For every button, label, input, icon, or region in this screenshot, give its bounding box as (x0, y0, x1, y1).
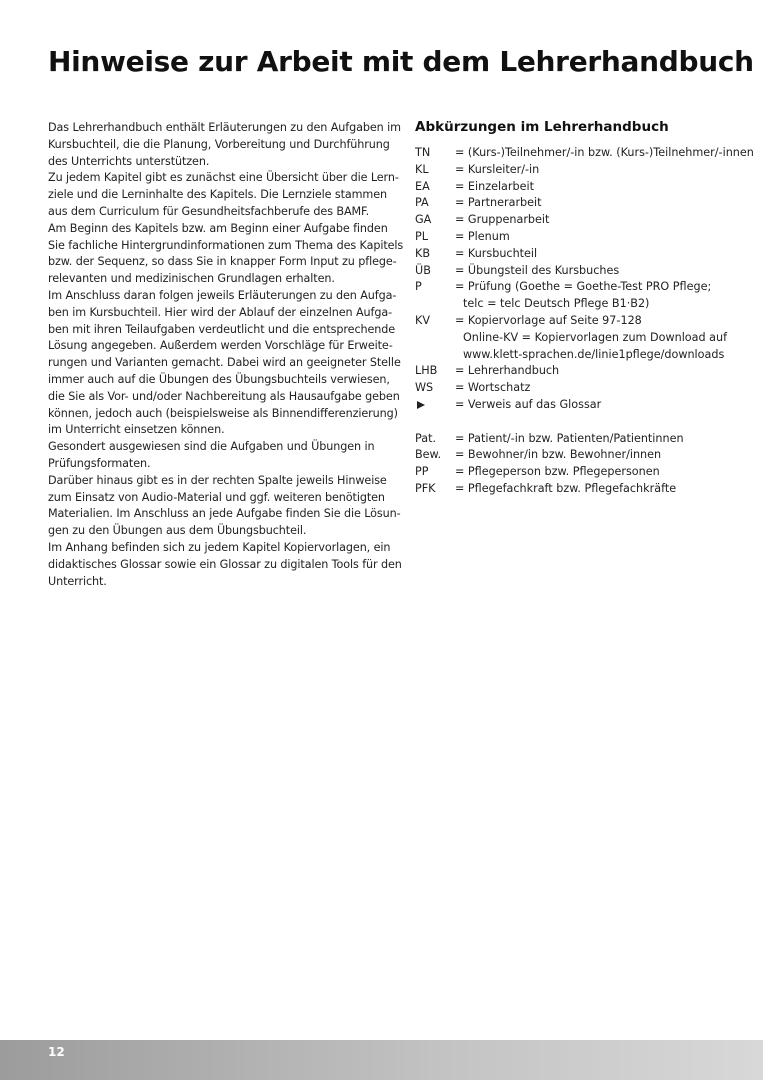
abbreviation-value: = Wortschatz (455, 381, 531, 395)
abbreviation-value: = Kursbuchteil (455, 246, 538, 260)
abbreviation-value: = Übungsteil des Kursbuches (455, 263, 620, 277)
abbreviation-value-line: = Kopiervorlage auf Seite 97-128 (455, 313, 642, 327)
abbreviation-value-continuation: telc = telc Deutsch Pflege B1·B2) (463, 297, 650, 311)
abbreviation-key: ÜB (415, 263, 431, 277)
abbreviation-value (453, 313, 745, 363)
abbreviation-key: KV (415, 313, 430, 327)
intro-line: Zu jedem Kapitel gibt es zunächst eine Übersicht über die Lern- (48, 171, 399, 185)
abbreviation-value: = Lehrerhandbuch (455, 364, 560, 378)
intro-line: Im Anhang befinden sich zu jedem Kapitel Kopiervorlagen, ein (48, 540, 391, 554)
abbreviation-key: PFK (415, 481, 436, 495)
abbreviations-heading: Abkürzungen im Lehrerhandbuch (415, 119, 669, 135)
abbreviation-row (415, 481, 745, 498)
intro-line: ben im Kursbuchteil. Hier wird der Ablauf der einzelnen Aufga- (48, 305, 393, 319)
abbreviation-key: GA (415, 213, 432, 227)
intro-line: Unterricht. (48, 574, 107, 588)
intro-line: Im Anschluss daran folgen jeweils Erläuterungen zu den Aufga- (48, 288, 397, 302)
intro-line: ben mit ihren Teilaufgaben verdeutlicht und die entsprechende (48, 322, 396, 336)
intro-line: im Unterricht einsetzen können. (48, 423, 225, 437)
abbreviation-row (415, 397, 745, 414)
intro-line: Prüfungsformaten. (48, 456, 151, 470)
abbreviation-key: Bew. (415, 448, 442, 462)
abbreviation-key: TN (415, 146, 431, 159)
abbreviation-key: PL (415, 229, 428, 243)
abbreviation-row (415, 162, 745, 179)
abbreviation-row (415, 363, 745, 380)
abbreviation-key: Pat. (415, 431, 437, 445)
intro-line: aus dem Curriculum für Gesundheitsfachberufe des BAMF. (48, 204, 370, 218)
intro-line: Gesondert ausgewiesen sind die Aufgaben und Übungen in (48, 440, 375, 454)
intro-line: Am Beginn des Kapitels bzw. am Beginn einer Aufgabe finden (48, 221, 388, 235)
abbreviation-row (415, 279, 745, 313)
abbreviation-key: PA (415, 196, 429, 210)
abbreviation-value: = Gruppenarbeit (455, 213, 550, 227)
abbreviation-key: KL (415, 162, 429, 176)
intro-line: gen zu den Übungen aus dem Übungsbuchteil. (48, 524, 307, 538)
intro-line: Darüber hinaus gibt es in der rechten Spalte jeweils Hinweise (48, 473, 387, 487)
abbreviation-value: = Einzelarbeit (455, 179, 534, 193)
intro-line: bzw. der Sequenz, so dass Sie in knapper Form Input zu pflege- (48, 255, 397, 269)
intro-line: ziele und die Lerninhalte des Kapitels. Die Lernziele stammen (48, 188, 388, 202)
list-spacer (415, 414, 745, 431)
intro-line: Kursbuchteil, die die Planung, Vorbereitung und Durchführung (48, 137, 390, 151)
abbreviation-row (415, 431, 745, 448)
abbreviation-row (415, 313, 745, 363)
abbreviation-value: = (Kurs-)Teilnehmer/-in bzw. (Kurs-)Teilnehmer/-innen (455, 146, 754, 159)
abbreviation-key: PP (415, 465, 429, 479)
abbreviation-key: P (415, 280, 422, 294)
arrow-right-icon (417, 401, 425, 409)
abbreviation-row (415, 263, 745, 280)
abbreviation-value: = Pflegefachkraft bzw. Pflegefachkräfte (455, 481, 677, 495)
intro-line: zum Einsatz von Audio-Material und ggf. weiteren benötigten (48, 490, 385, 504)
abbreviation-value (453, 279, 745, 313)
abbreviation-value-continuation: www.klett-sprachen.de/linie1pflege/downloads (463, 347, 725, 361)
abbreviation-row (415, 195, 745, 212)
abbreviations-section (415, 118, 754, 498)
intro-line: können, jedoch auch (beispielsweise als Binnendifferenzierung) (48, 406, 398, 420)
abbreviation-key: KB (415, 246, 431, 260)
abbreviation-row (415, 464, 745, 481)
abbreviation-list (415, 145, 754, 498)
abbreviation-row (415, 380, 745, 397)
abbreviation-value: = Kursleiter/-in (455, 162, 540, 176)
abbreviation-value: = Partnerarbeit (455, 196, 542, 210)
abbreviation-value-line: = Prüfung (Goethe = Goethe-Test PRO Pflege; (455, 280, 712, 294)
abbreviation-key: LHB (415, 364, 438, 378)
intro-line: Materialien. Im Anschluss an jede Aufgabe finden Sie die Lösun- (48, 507, 401, 521)
abbreviation-value: = Verweis auf das Glossar (455, 397, 602, 411)
intro-line: die Sie als Vor- und/oder Nachbereitung als Hausaufgabe geben (48, 389, 400, 403)
abbreviation-row (415, 246, 745, 263)
footer-band (0, 1040, 763, 1080)
abbreviation-value: = Plenum (455, 229, 510, 243)
intro-line: didaktisches Glossar sowie ein Glossar zu digitalen Tools für den (48, 557, 402, 571)
intro-line: Lösung angegeben. Außerdem werden Vorschläge für Erweite- (48, 339, 393, 353)
abbreviation-value: = Bewohner/in bzw. Bewohner/innen (455, 448, 662, 462)
intro-line: relevanten und medizinischen Grundlagen erhalten. (48, 272, 335, 286)
abbreviation-key (415, 397, 453, 414)
abbreviation-value-continuation: Online-KV = Kopiervorlagen zum Download auf (463, 330, 728, 344)
page-number: 12 (48, 1045, 65, 1059)
abbreviation-value: = Patient/-in bzw. Patienten/Patientinnen (455, 431, 684, 445)
abbreviation-key: EA (415, 179, 430, 193)
abbreviation-value: = Pflegeperson bzw. Pflegepersonen (455, 465, 660, 479)
abbreviation-row (415, 229, 745, 246)
abbreviation-row (415, 179, 745, 196)
abbreviation-row (415, 212, 745, 229)
intro-line: des Unterrichts unterstützen. (48, 154, 210, 168)
page-title: Hinweise zur Arbeit mit dem Lehrerhandbuch (48, 45, 754, 78)
abbreviation-row (415, 145, 754, 162)
abbreviation-key: WS (415, 381, 434, 395)
intro-text (48, 120, 404, 590)
intro-line: immer auch auf die Übungen des Übungsbuchteils verwiesen, (48, 372, 390, 386)
intro-line: Das Lehrerhandbuch enthält Erläuterungen zu den Aufgaben im (48, 121, 401, 134)
intro-line: Sie fachliche Hintergrundinformationen zum Thema des Kapitels (48, 238, 404, 252)
intro-line: rungen und Varianten gemacht. Dabei wird an geeigneter Stelle (48, 356, 401, 370)
abbreviation-row (415, 447, 745, 464)
